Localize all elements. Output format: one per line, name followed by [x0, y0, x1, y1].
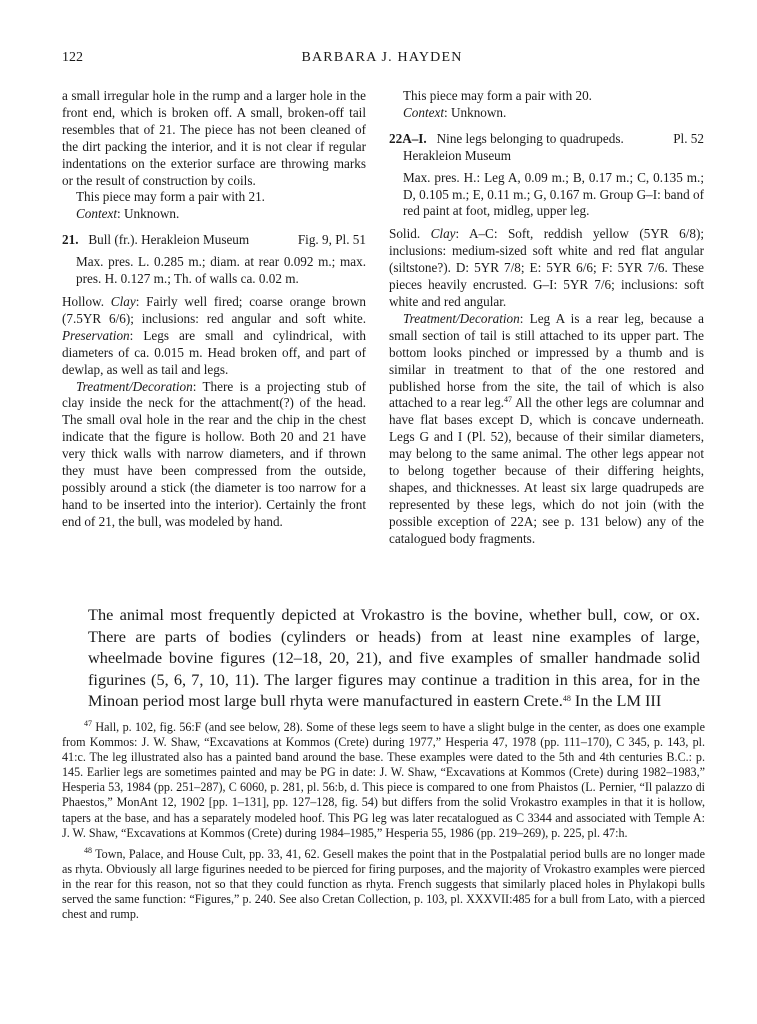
entry-22-clay-lead: Solid.: [389, 226, 421, 242]
footnote-47-number: 47: [84, 719, 92, 728]
context-label: Context: [76, 206, 118, 222]
entry-21-treatment: [62, 379, 366, 531]
entry-21-title: [62, 232, 249, 249]
entry-21-treatment-text: : There is a projecting stub of clay inside the neck for the attachment(?) of the head. The small oval hole in the rear and the chip in the chest indicate that the figure is hollow. Both 20 and 21 have very thick walls with narrow diameters, and if thrown they must have been compressed from the outside, possibly around a stick (the diameter is too narrow for a hand to be inserted into the interior). Certainly the front end of 21, the bull, was modeled by hand.: [62, 378, 366, 529]
footnote-48: [62, 847, 705, 922]
footnotes: [62, 720, 705, 922]
entry-21-title-text: Bull (fr.). Herakleion Museum: [88, 232, 250, 248]
entry-21-clay-text: : Fairly well fired; coarse orange brown (7.5YR 6/6); inclusions: red angular and soft white.: [62, 293, 367, 326]
entry-21-clay-lead: Hollow.: [62, 293, 105, 309]
footnote-47: [62, 720, 705, 841]
entry-22-treatment-label: Treatment/Decoration: [403, 310, 520, 326]
right-column: [389, 88, 704, 548]
entry-21-plate: Fig. 9, Pl. 51: [297, 232, 366, 248]
entry-22-treatment-text-a: : Leg A is a rear leg, because a small section of tail is still attached to its upper part. The bottom looks pinched or impressed by a thumb and is similar in treatment to that of the one restored and published horse from the site, the tail of which is also attached to a rear leg.: [389, 310, 704, 411]
entry-22-title-text: Nine legs belonging to quadrupeds. Herakleion Museum: [403, 130, 624, 163]
context-value-right: : Unknown.: [444, 104, 507, 120]
entry-21-measurements: Max. pres. L. 0.285 m.; diam. at rear 0.092 m.; max. pres. H. 0.127 m.; Th. of walls ca. 0.02 m.: [76, 254, 366, 287]
footnote-ref-47[interactable]: 47: [504, 395, 513, 405]
entry-22-title: [389, 131, 667, 165]
entry-22-number: 22A–I.: [389, 130, 427, 146]
main-text: [88, 604, 700, 712]
context-line-right: [389, 105, 704, 122]
entry-22-treatment: [389, 311, 704, 548]
entry-22-plate: Pl. 52: [673, 130, 704, 146]
footnote-48-number: 48: [84, 845, 92, 855]
main-paragraph-tail: In the LM III: [570, 691, 662, 711]
entry-21-preservation-text: : Legs are small and cylindrical, with diameters of ca. 0.015 m. Head broken off, and part of dewlap, as well as tail and legs.: [62, 327, 366, 377]
running-header: [62, 50, 702, 76]
main-paragraph: [88, 604, 700, 712]
catalogue-entry-21-heading: [62, 232, 366, 249]
entry-22-clay-label: Clay: [430, 226, 456, 242]
entry-22-clay-text: : A–C: Soft, reddish yellow (5YR 6/8); inclusions: medium-sized soft white and red flat angular (siltstone?). D: 5YR 7/8; E: 5YR 6/6; F: 5YR 7/6. These pieces heavily encrusted. G–I: 5YR 7/6; inclusions: soft white and red angular.: [389, 226, 704, 309]
catalogue-entry-22-heading: [389, 131, 704, 165]
left-column: [62, 88, 366, 531]
entry-21-clay-label: Clay: [110, 293, 136, 309]
entry-22-clay: [389, 226, 704, 311]
context-line: [62, 206, 366, 223]
entry-21-treatment-label: Treatment/Decoration: [76, 378, 193, 394]
entry-21-number: 21.: [62, 232, 79, 248]
page-number: 122: [62, 50, 83, 65]
main-paragraph-text: The animal most frequently depicted at Vrokastro is the bovine, whether bull, cow, or ox. There are parts of bodies (cylinders or heads) from at least nine examples of large, wheelmade bovine figures (12–18, 20, 21), and five examples of smaller handmade solid figurines (5, 6, 7, 10, 11). The larger figures may continue a tradition in this area, for in the Minoan period most large bull rhyta were manufactured in eastern Crete.: [88, 605, 700, 711]
context-value: : Unknown.: [117, 206, 180, 222]
entry-22-treatment-text-b: All the other legs are columnar and have flat bases except D, which is concave underneath. Legs G and I (Pl. 52), because of their similar diameters, may belong to the same animal. The other legs appear not to belong together because of their differing heights, shapes, and thicknesses. At least six large quadrupeds are represented by these legs, which do not join (with the possible exception of 22A; see p. 131 below) any of the catalogued body fragments.: [389, 395, 704, 546]
pair-note-right: This piece may form a pair with 20.: [403, 88, 592, 103]
footnote-ref-48[interactable]: 48: [562, 694, 571, 704]
context-label-right: Context: [403, 104, 445, 120]
entry-22-measurements: Max. pres. H.: Leg A, 0.09 m.; B, 0.17 m.; C, 0.135 m.; D, 0.105 m.; E, 0.11 m.; G, 0.167 m. Group G–I: band of red paint at foot, midleg, upper leg.: [403, 169, 704, 219]
footnote-48-text: Town, Palace, and House Cult, pp. 33, 41, 62. Gesell makes the point that in the Postpalatial period bulls are no longer made as rhyta. Obviously all large figurines needed to be pierced for firing purposes, and the majority of Vrokastro examples were pierced in the rear for this reason, not so that they could function as rhyta. French suggests that similarly placed holes in Phylakopi bulls served the same function: “Figures,” p. 240. See also Cretan Collection, p. 103, pl. XXXVII:485 for a bull from Lato, with a pierced chest and rump.: [62, 846, 705, 922]
pair-note: This piece may form a pair with 21.: [76, 189, 265, 205]
entry-21-clay: [62, 294, 366, 379]
entry-20-continuation: a small irregular hole in the rump and a larger hole in the front end, which is broken off. A small, broken-off tail resembles that of 21. The piece has not been cleaned of the dirt packing the interior, and it is not clear if regular indentations on the exterior surface are throwing marks or the result of construction by coils.: [62, 88, 366, 188]
running-head-author: BARBARA J. HAYDEN: [301, 50, 463, 65]
entry-21-preservation-label: Preservation: [62, 327, 130, 343]
footnote-47-text: Hall, p. 102, fig. 56:F (and see below, 28). Some of these legs seem to have a slight bulge in the center, as does one example from Kommos: J. W. Shaw, “Excavations at Kommos (Crete) during 1977,” Hesperia 47, 1978 (pp. 111–170), C 345, p. 143, pl. 41:c. The leg illustrated also has a painted band around the base. These examples were dated to the 5th and 4th centuries B.C.: p. 145. Earlier legs are sometimes painted and may be PG in date: J. W. Shaw, “Excavations at Kommos (Crete) during 1982–1983,” Hesperia 53, 1984 (pp. 251–287), C 6060, p. 281, pl. 56:b, d. This piece is compared to one from Phaistos (L. Pernier, “Il palazzo di Phaestos,” MonAnt 12, 1902 [pp. 1–131], pp. 127–128, fig. 54) but differs from the solid Vrokastro examples in that it is hollow, tapers at the base, and has a separately modeled hoof. This PG leg was later recatalogued as C 3344 and associated with Temple A: J. W. Shaw, “Excavations at Kommos (Crete) during 1984–1985,” Hesperia 55, 1986 (pp. 219–269), p. 225, pl. 47:h.: [62, 720, 705, 840]
